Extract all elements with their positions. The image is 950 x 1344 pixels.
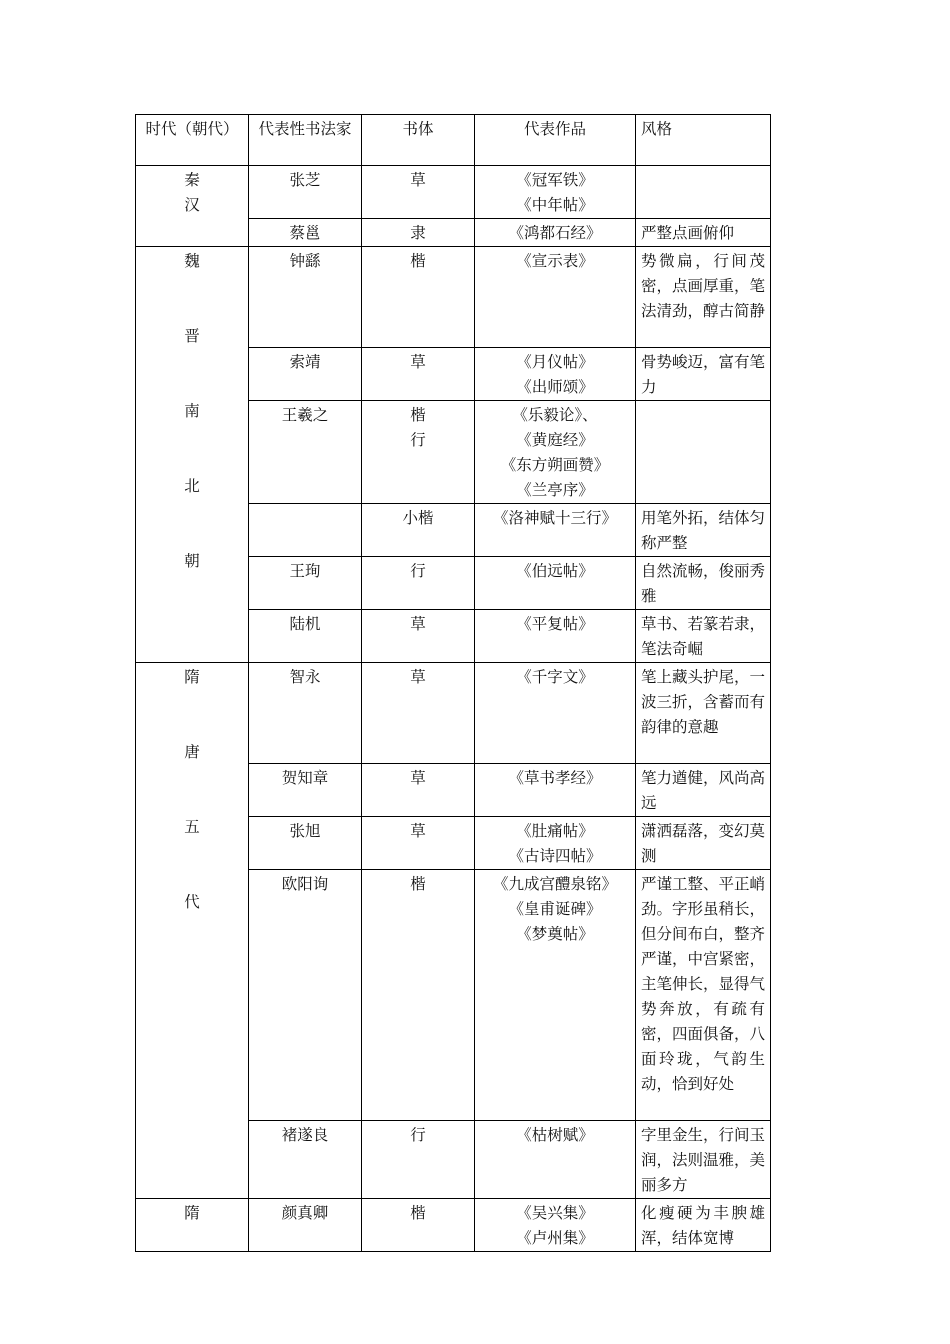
works-cell <box>475 663 636 764</box>
works-cell <box>475 401 636 504</box>
work-title: 《伯远帖》 <box>516 562 594 580</box>
calligrapher-cell: 王珣 <box>249 557 362 610</box>
header-era: 时代（朝代） <box>136 115 249 166</box>
calligrapher-cell: 王羲之 <box>249 401 362 504</box>
era-char: 五 <box>184 818 200 836</box>
header-works: 代表作品 <box>475 115 636 166</box>
calligrapher-cell <box>249 504 362 557</box>
calligrapher-cell: 陆机 <box>249 610 362 663</box>
works-cell <box>475 1199 636 1252</box>
script-cell: 隶 <box>362 219 475 247</box>
calligrapher-cell: 索靖 <box>249 348 362 401</box>
header-style: 风格 <box>636 115 771 166</box>
works-cell <box>475 557 636 610</box>
works-cell <box>475 219 636 247</box>
era-cell-weijin <box>136 247 249 663</box>
era-char: 朝 <box>184 552 200 570</box>
script-cell: 行 <box>362 557 475 610</box>
calligrapher-cell: 智永 <box>249 663 362 764</box>
style-cell: 笔上藏头护尾，一波三折，含蓄而有韵律的意趣 <box>636 663 771 764</box>
work-title: 《月仪帖》 <box>516 353 594 371</box>
calligrapher-cell: 钟繇 <box>249 247 362 348</box>
work-title: 《兰亭序》 <box>516 481 594 499</box>
table-row <box>136 166 771 219</box>
work-title: 《乐毅论》、 <box>512 406 598 424</box>
script-text: 行 <box>410 431 426 449</box>
script-text: 楷 <box>410 406 426 424</box>
era-char: 晋 <box>184 327 200 345</box>
work-title: 《吴兴集》 <box>516 1204 594 1222</box>
work-title: 《肚痛帖》 <box>516 822 594 840</box>
script-cell: 草 <box>362 764 475 817</box>
era-cell-suitang <box>136 663 249 1199</box>
work-title: 《平复帖》 <box>516 615 594 633</box>
work-title: 《鸿都石经》 <box>508 224 602 242</box>
work-title: 《洛神赋十三行》 <box>492 509 617 527</box>
style-cell: 势微扁，行间茂密，点画厚重，笔法清劲，醇古简静 <box>636 247 771 348</box>
table-row <box>136 247 771 348</box>
script-cell: 楷 <box>362 870 475 1121</box>
era-char: 汉 <box>184 196 200 214</box>
calligrapher-cell: 颜真卿 <box>249 1199 362 1252</box>
style-cell <box>636 401 771 504</box>
style-cell: 化瘦硬为丰腴雄浑，结体宽博 <box>636 1199 771 1252</box>
script-cell: 草 <box>362 166 475 219</box>
works-cell <box>475 870 636 1121</box>
work-title: 《宣示表》 <box>516 252 594 270</box>
works-cell <box>475 247 636 348</box>
header-script: 书体 <box>362 115 475 166</box>
calligrapher-cell: 欧阳询 <box>249 870 362 1121</box>
calligrapher-cell: 蔡邕 <box>249 219 362 247</box>
work-title: 《卢州集》 <box>516 1229 594 1247</box>
table-row <box>136 1199 771 1252</box>
works-cell <box>475 1121 636 1199</box>
era-char: 隋 <box>184 1204 200 1222</box>
works-cell <box>475 166 636 219</box>
style-cell: 潇洒磊落，变幻莫测 <box>636 817 771 870</box>
style-cell: 草书、若篆若隶，笔法奇崛 <box>636 610 771 663</box>
work-title: 《梦奠帖》 <box>516 925 594 943</box>
calligrapher-cell: 张旭 <box>249 817 362 870</box>
work-title: 《东方朔画赞》 <box>500 456 610 474</box>
works-cell <box>475 610 636 663</box>
work-title: 《冠军铁》 <box>516 171 594 189</box>
script-cell: 楷 <box>362 1199 475 1252</box>
script-cell: 草 <box>362 817 475 870</box>
works-cell <box>475 764 636 817</box>
era-char: 秦 <box>184 171 200 189</box>
era-char: 北 <box>184 477 200 495</box>
style-cell: 严整点画俯仰 <box>636 219 771 247</box>
era-cell-qinhan <box>136 166 249 247</box>
style-cell: 自然流畅，俊丽秀雅 <box>636 557 771 610</box>
works-cell <box>475 348 636 401</box>
style-cell: 严谨工整、平正峭劲。字形虽稍长，但分间布白，整齐严谨，中宫紧密，主笔伸长，显得气势奔放，有疏有密，四面俱备，八面玲珑，气韵生动，恰到好处 <box>636 870 771 1121</box>
script-cell: 草 <box>362 610 475 663</box>
script-cell: 楷 <box>362 247 475 348</box>
script-cell: 行 <box>362 1121 475 1199</box>
work-title: 《皇甫诞碑》 <box>508 900 602 918</box>
style-cell: 骨势峻迈，富有笔力 <box>636 348 771 401</box>
era-char: 隋 <box>184 668 200 686</box>
script-cell <box>362 401 475 504</box>
era-char: 南 <box>184 402 200 420</box>
works-cell <box>475 817 636 870</box>
style-cell: 用笔外拓，结体匀称严整 <box>636 504 771 557</box>
era-cell-sui <box>136 1199 249 1252</box>
work-title: 《草书孝经》 <box>508 769 602 787</box>
style-cell <box>636 166 771 219</box>
calligrapher-cell: 褚遂良 <box>249 1121 362 1199</box>
calligrapher-cell: 贺知章 <box>249 764 362 817</box>
table-row <box>136 663 771 764</box>
calligrapher-cell: 张芝 <box>249 166 362 219</box>
work-title: 《中年帖》 <box>516 196 594 214</box>
style-cell: 字里金生，行间玉润，法则温雅，美丽多方 <box>636 1121 771 1199</box>
era-char: 唐 <box>184 743 200 761</box>
work-title: 《九成宫醴泉铭》 <box>492 875 617 893</box>
era-char: 魏 <box>184 252 200 270</box>
work-title: 《出师颂》 <box>516 378 594 396</box>
work-title: 《枯树赋》 <box>516 1126 594 1144</box>
style-cell: 笔力遒健，风尚高远 <box>636 764 771 817</box>
work-title: 《千字文》 <box>516 668 594 686</box>
calligraphy-table <box>135 114 771 1252</box>
script-cell: 草 <box>362 663 475 764</box>
script-cell: 草 <box>362 348 475 401</box>
table-header-row <box>136 115 771 166</box>
header-calligrapher: 代表性书法家 <box>249 115 362 166</box>
work-title: 《黄庭经》 <box>516 431 594 449</box>
works-cell <box>475 504 636 557</box>
work-title: 《古诗四帖》 <box>508 847 602 865</box>
era-char: 代 <box>184 893 200 911</box>
script-cell: 小楷 <box>362 504 475 557</box>
